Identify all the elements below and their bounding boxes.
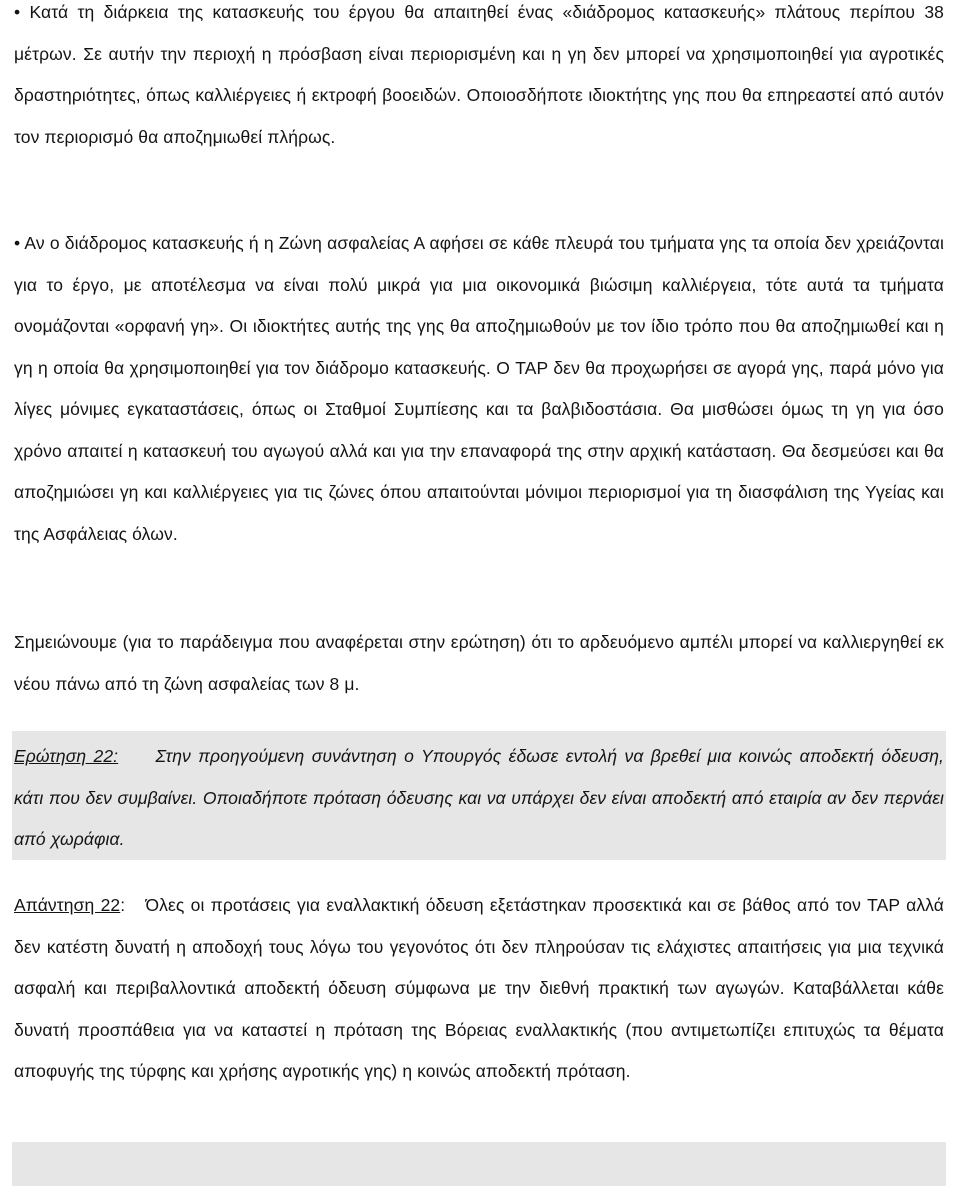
next-question-box [12,1142,946,1186]
question-label: Ερώτηση 22: [14,746,119,766]
answer-text: Όλες οι προτάσεις για εναλλακτική όδευση εξετάστηκαν προσεκτικά και σε βάθος από τον TAP αλλά δεν κατέστη δυνατή η αποδοχή τους λόγω του γεγονότος ότι δεν πληρούσαν τις ελάχιστες απαιτήσεις για μια τεχνικά ασφαλή και περιβαλλοντικά αποδεκτή όδευση σύμφωνα με την διεθνή πρακτική των αγωγών. Καταβάλλεται κάθε δυνατή προσπάθεια για να καταστεί η πρόταση της Βόρειας εναλλακτικής (που αντιμετωπίζει επιτυχώς τα θέματα αποφυγής της τύρφης και χρήσης αγροτικής γης) η κοινώς αποδεκτή πρόταση. [14,895,944,1081]
question-paragraph [14,736,944,861]
bullet-marker: • [14,233,21,253]
answer-label: Απάντηση 22 [14,895,121,915]
bullet-paragraph-orphan-land [14,223,944,555]
bullet-text: Αν ο διάδρομος κατασκευής ή η Ζώνη ασφαλείας Α αφήσει σε κάθε πλευρά του τμήματα γης τα οποία δεν χρειάζονται για το έργο, με αποτέλεσμα να είναι πολύ μικρά για μια οικονομικά βιώσιμη καλλιέργεια, τότε αυτά τα τμήματα ονομάζονται «ορφανή γη». Οι ιδιοκτήτες αυτής της γης θα αποζημιωθούν με τον ίδιο τρόπο που θα αποζημιωθεί και η γη η οποία θα χρησιμοποιηθεί για τον διάδρομο κατασκευής. Ο TAP δεν θα προχωρήσει σε αγορά γης, παρά μόνο για λίγες μόνιμες εγκαταστάσεις, όπως οι Σταθμοί Συμπίεσης και τα βαλβιδοστάσια. Θα μισθώσει όμως τη γη για όσο χρόνο απαιτεί η κατασκευή του αγωγού αλλά και για την επαναφορά της στην αρχική κατάσταση. Θα δεσμεύσει και θα αποζημιώσει γη και καλλιέργειες για τις ζώνες όπου απαιτούνται μόνιμοι περιορισμοί για τη διασφάλιση της Υγείας και της Ασφάλειας όλων. [14,233,944,544]
answer-colon: : [120,895,126,915]
answer-paragraph [14,885,944,1093]
bullet-marker: • [14,2,21,22]
question-text: Στην προηγούμενη συνάντηση ο Υπουργός έδωσε εντολή να βρεθεί μια κοινώς αποδεκτή όδευση, κάτι που δεν συμβαίνει. Οποιαδήποτε πρόταση όδευσης και να υπάρχει δεν είναι αποδεκτή από εταιρία αν δεν περνάει από χωράφια. [14,746,944,849]
bullet-paragraph-construction-corridor [14,0,944,158]
bullet-text: Κατά τη διάρκεια της κατασκευής του έργου θα απαιτηθεί ένας «διάδρομος κατασκευής» πλάτους περίπου 38 μέτρων. Σε αυτήν την περιοχή η πρόσβαση είναι περιορισμένη και η γη δεν μπορεί να χρησιμοποιηθεί για αγροτικές δραστηριότητες, όπως καλλιέργειες ή εκτροφή βοοειδών. Οποιοσδήποτε ιδιοκτήτης γης που θα επηρεαστεί από αυτόν τον περιορισμό θα αποζημιωθεί πλήρως. [14,2,944,147]
note-paragraph: Σημειώνουμε (για το παράδειγμα που αναφέρεται στην ερώτηση) ότι το αρδευόμενο αμπέλι μπορεί να καλλιεργηθεί εκ νέου πάνω από τη ζώνη ασφαλείας των 8 μ. [14,632,944,694]
question-box [12,731,946,860]
answer-label-group [14,895,139,915]
